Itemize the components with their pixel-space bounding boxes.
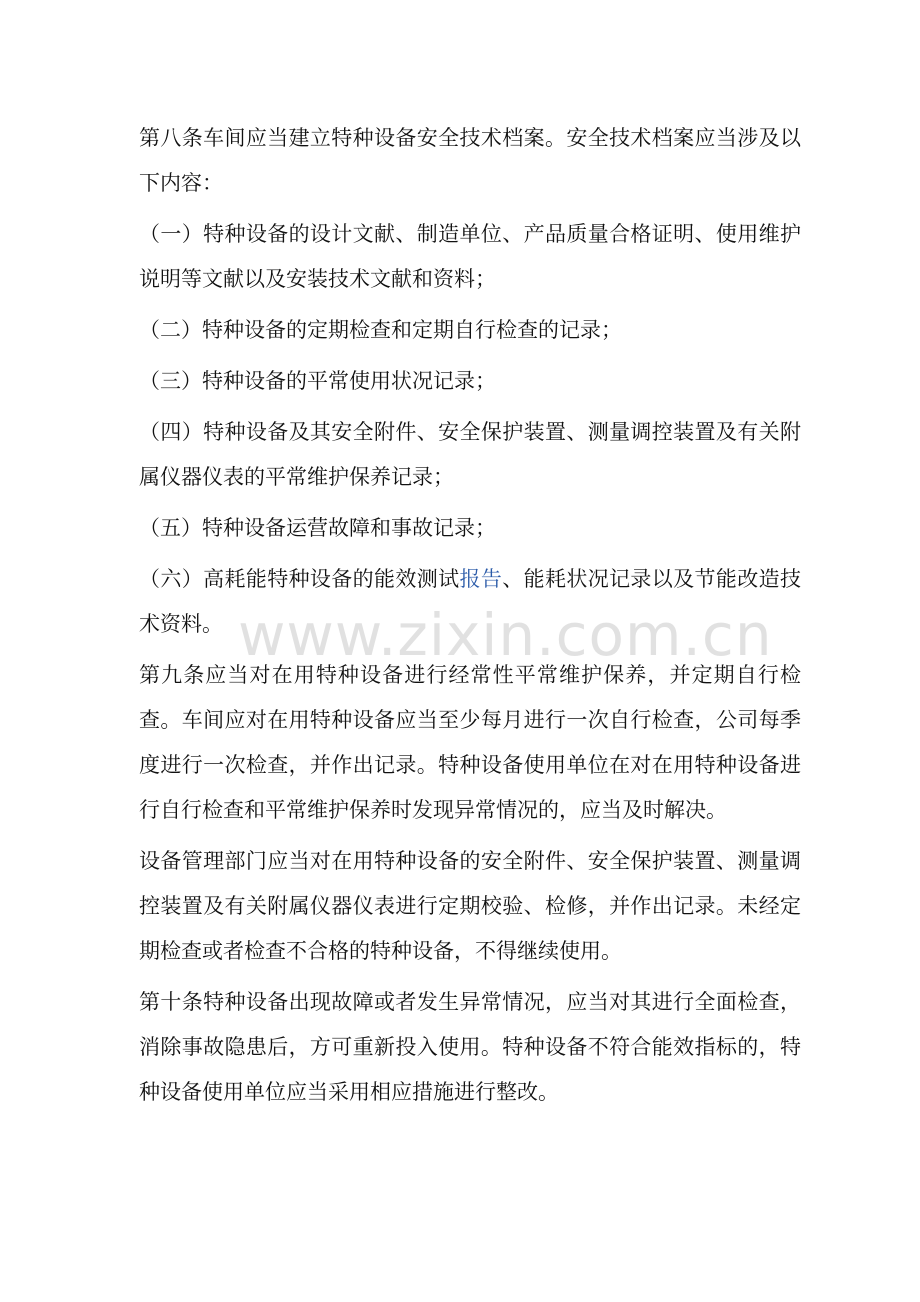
paragraph-item-6-before: （六）高耗能特种设备的能效测试 xyxy=(139,567,460,591)
paragraph-item-4: （四）特种设备及其安全附件、安全保护装置、测量调控装置及有关附属仪器仪表的平常维护保养记录； xyxy=(139,420,801,489)
document-body xyxy=(139,116,801,1121)
paragraph-item-1: （一）特种设备的设计文献、制造单位、产品质量合格证明、使用维护说明等文献以及安装技术文献和资料； xyxy=(139,222,801,291)
paragraph-equipment-dept: 设备管理部门应当对在用特种设备的安全附件、安全保护装置、测量调控装置及有关附属仪器仪表进行定期校验、检修，并作出记录。未经定期检查或者检查不合格的特种设备，不得继续使用。 xyxy=(139,849,801,963)
paragraph-item-3: （三）特种设备的平常使用状况记录； xyxy=(139,369,496,393)
paragraph-item-2: （二）特种设备的定期检查和定期自行检查的记录； xyxy=(139,318,622,342)
paragraph-article-8: 第八条车间应当建立特种设备安全技术档案。安全技术档案应当涉及以下内容： xyxy=(139,126,801,195)
paragraph-item-6 xyxy=(139,557,801,647)
paragraph-article-10: 第十条特种设备出现故障或者发生异常情况，应当对其进行全面检查，消除事故隐患后，方可重新投入使用。特种设备不符合能效指标的，特种设备使用单位应当采用相应措施进行整改。 xyxy=(139,990,801,1104)
report-link[interactable]: 报告 xyxy=(459,567,503,591)
watermark: www.zixin.com.cn xyxy=(238,601,773,669)
paragraph-item-6-after: 、能耗状况记录以及节能改造技术资料。 xyxy=(139,567,801,636)
paragraph-item-5: （五）特种设备运营故障和事故记录； xyxy=(139,516,496,540)
paragraph-article-9: 第九条应当对在用特种设备进行经常性平常维护保养，并定期自行检查。车间应对在用特种设备应当至少每月进行一次自行检查，公司每季度进行一次检查，并作出记录。特种设备使用单位在对在用特种设备进行自行检查和平常维护保养时发现异常情况的，应当及时解决。 xyxy=(139,663,801,822)
